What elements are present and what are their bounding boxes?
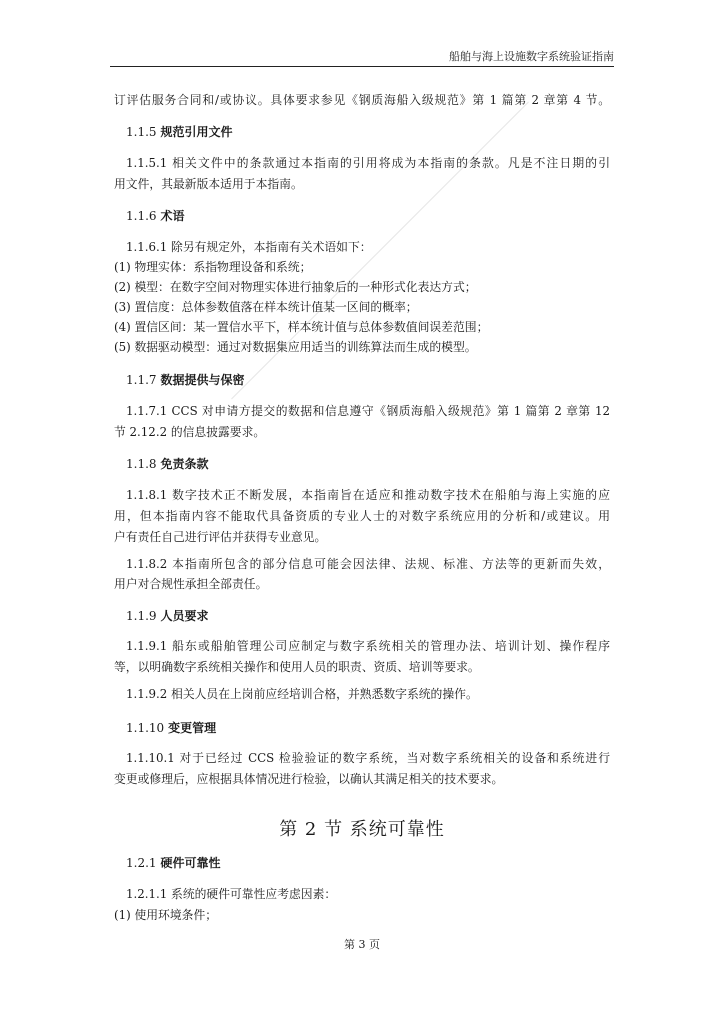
heading-text: 规范引用文件: [160, 125, 233, 139]
header-rule: [110, 66, 614, 67]
paragraph-line: 1.1.8.2 本指南所包含的部分信息可能会因法律、法规、标准、方法等的更新而失效，: [126, 557, 610, 571]
term-item: (5) 数据驱动模型：通过对数据集应用适当的训练算法而生成的模型。: [114, 340, 477, 354]
heading-number: 1.1.8: [126, 457, 157, 471]
term-item: (3) 置信度：总体参数值落在样本统计值某一区间的概率；: [114, 300, 418, 314]
page-number: 第 3 页: [344, 938, 380, 951]
heading-1-2-1: [126, 855, 221, 871]
term-item: (4) 置信区间：某一置信水平下，样本统计值与总体参数值间误差范围；: [114, 320, 489, 334]
paragraph-line: 1.1.10.1 对于已经过 CCS 检验验证的数字系统，当对数字系统相关的设备和系统进行: [126, 751, 610, 765]
heading-number: 1.1.6: [126, 209, 157, 223]
heading-1-1-8: [126, 456, 209, 472]
paragraph-line: 户有责任自己进行评估并获得专业意见。: [114, 530, 327, 544]
paragraph-line: 用，但本指南内容不能取代具备资质的专业人士的对数字系统应用的分析和/或建议。用: [114, 509, 610, 523]
heading-text: 硬件可靠性: [160, 856, 221, 870]
paragraph-line: 节 2.12.2 的信息披露要求。: [114, 425, 266, 439]
term-item: (1) 使用环境条件；: [114, 908, 218, 922]
heading-text: 术语: [160, 209, 185, 223]
paragraph-line: 订评估服务合同和/或协议。具体要求参见《钢质海船入级规范》第 1 篇第 2 章第 4 节。: [114, 93, 610, 107]
heading-text: 变更管理: [168, 721, 217, 735]
heading-number: 1.1.10: [126, 721, 165, 735]
paragraph-line: 用户对合规性承担全部责任。: [114, 577, 268, 591]
paragraph-line: 1.1.6.1 除另有规定外，本指南有关术语如下：: [126, 240, 372, 254]
heading-1-1-6: [126, 208, 185, 224]
paragraph-line: 1.2.1.1 系统的硬件可靠性应考虑因素：: [126, 887, 337, 901]
paragraph-line: 用文件，其最新版本适用于本指南。: [114, 177, 303, 191]
paragraph-line: 1.1.9.1 船东或船舶管理公司应制定与数字系统相关的管理办法、培训计划、操作程序: [126, 639, 610, 653]
term-item: (1) 物理实体：系指物理设备和系统；: [114, 260, 312, 274]
paragraph-line: 1.1.7.1 CCS 对申请方提交的数据和信息遵守《钢质海船入级规范》第 1 篇第 2 章第 12: [126, 404, 610, 418]
heading-1-1-5: [126, 124, 233, 140]
heading-text: 免责条款: [160, 457, 209, 471]
heading-text: 数据提供与保密: [160, 373, 245, 387]
heading-number: 1.1.7: [126, 373, 157, 387]
paragraph-line: 等，以明确数字系统相关操作和使用人员的职责、资质、培训等要求。: [114, 660, 480, 674]
paragraph-line: 变更或修理后，应根据具体情况进行检验，以确认其满足相关的技术要求。: [114, 772, 504, 786]
paragraph-line: 1.1.9.2 相关人员在上岗前应经培训合格，并熟悉数字系统的操作。: [126, 687, 478, 701]
paragraph-line: 1.1.5.1 相关文件中的条款通过本指南的引用将成为本指南的条款。凡是不注日期的引: [126, 156, 610, 170]
heading-number: 1.1.5: [126, 125, 157, 139]
paragraph-line: 1.1.8.1 数字技术正不断发展，本指南旨在适应和推动数字技术在船舶与海上实施的应: [126, 488, 610, 502]
heading-1-1-7: [126, 372, 245, 388]
section-title: 第 2 节 系统可靠性: [279, 819, 445, 840]
heading-number: 1.2.1: [126, 856, 157, 870]
term-item: (2) 模型：在数字空间对物理实体进行抽象后的一种形式化表达方式；: [114, 280, 477, 294]
heading-number: 1.1.9: [126, 609, 157, 623]
header-title: 船舶与海上设施数字系统验证指南: [449, 50, 614, 63]
heading-1-1-9: [126, 608, 209, 624]
heading-1-1-10: [126, 720, 216, 736]
heading-text: 人员要求: [160, 609, 209, 623]
